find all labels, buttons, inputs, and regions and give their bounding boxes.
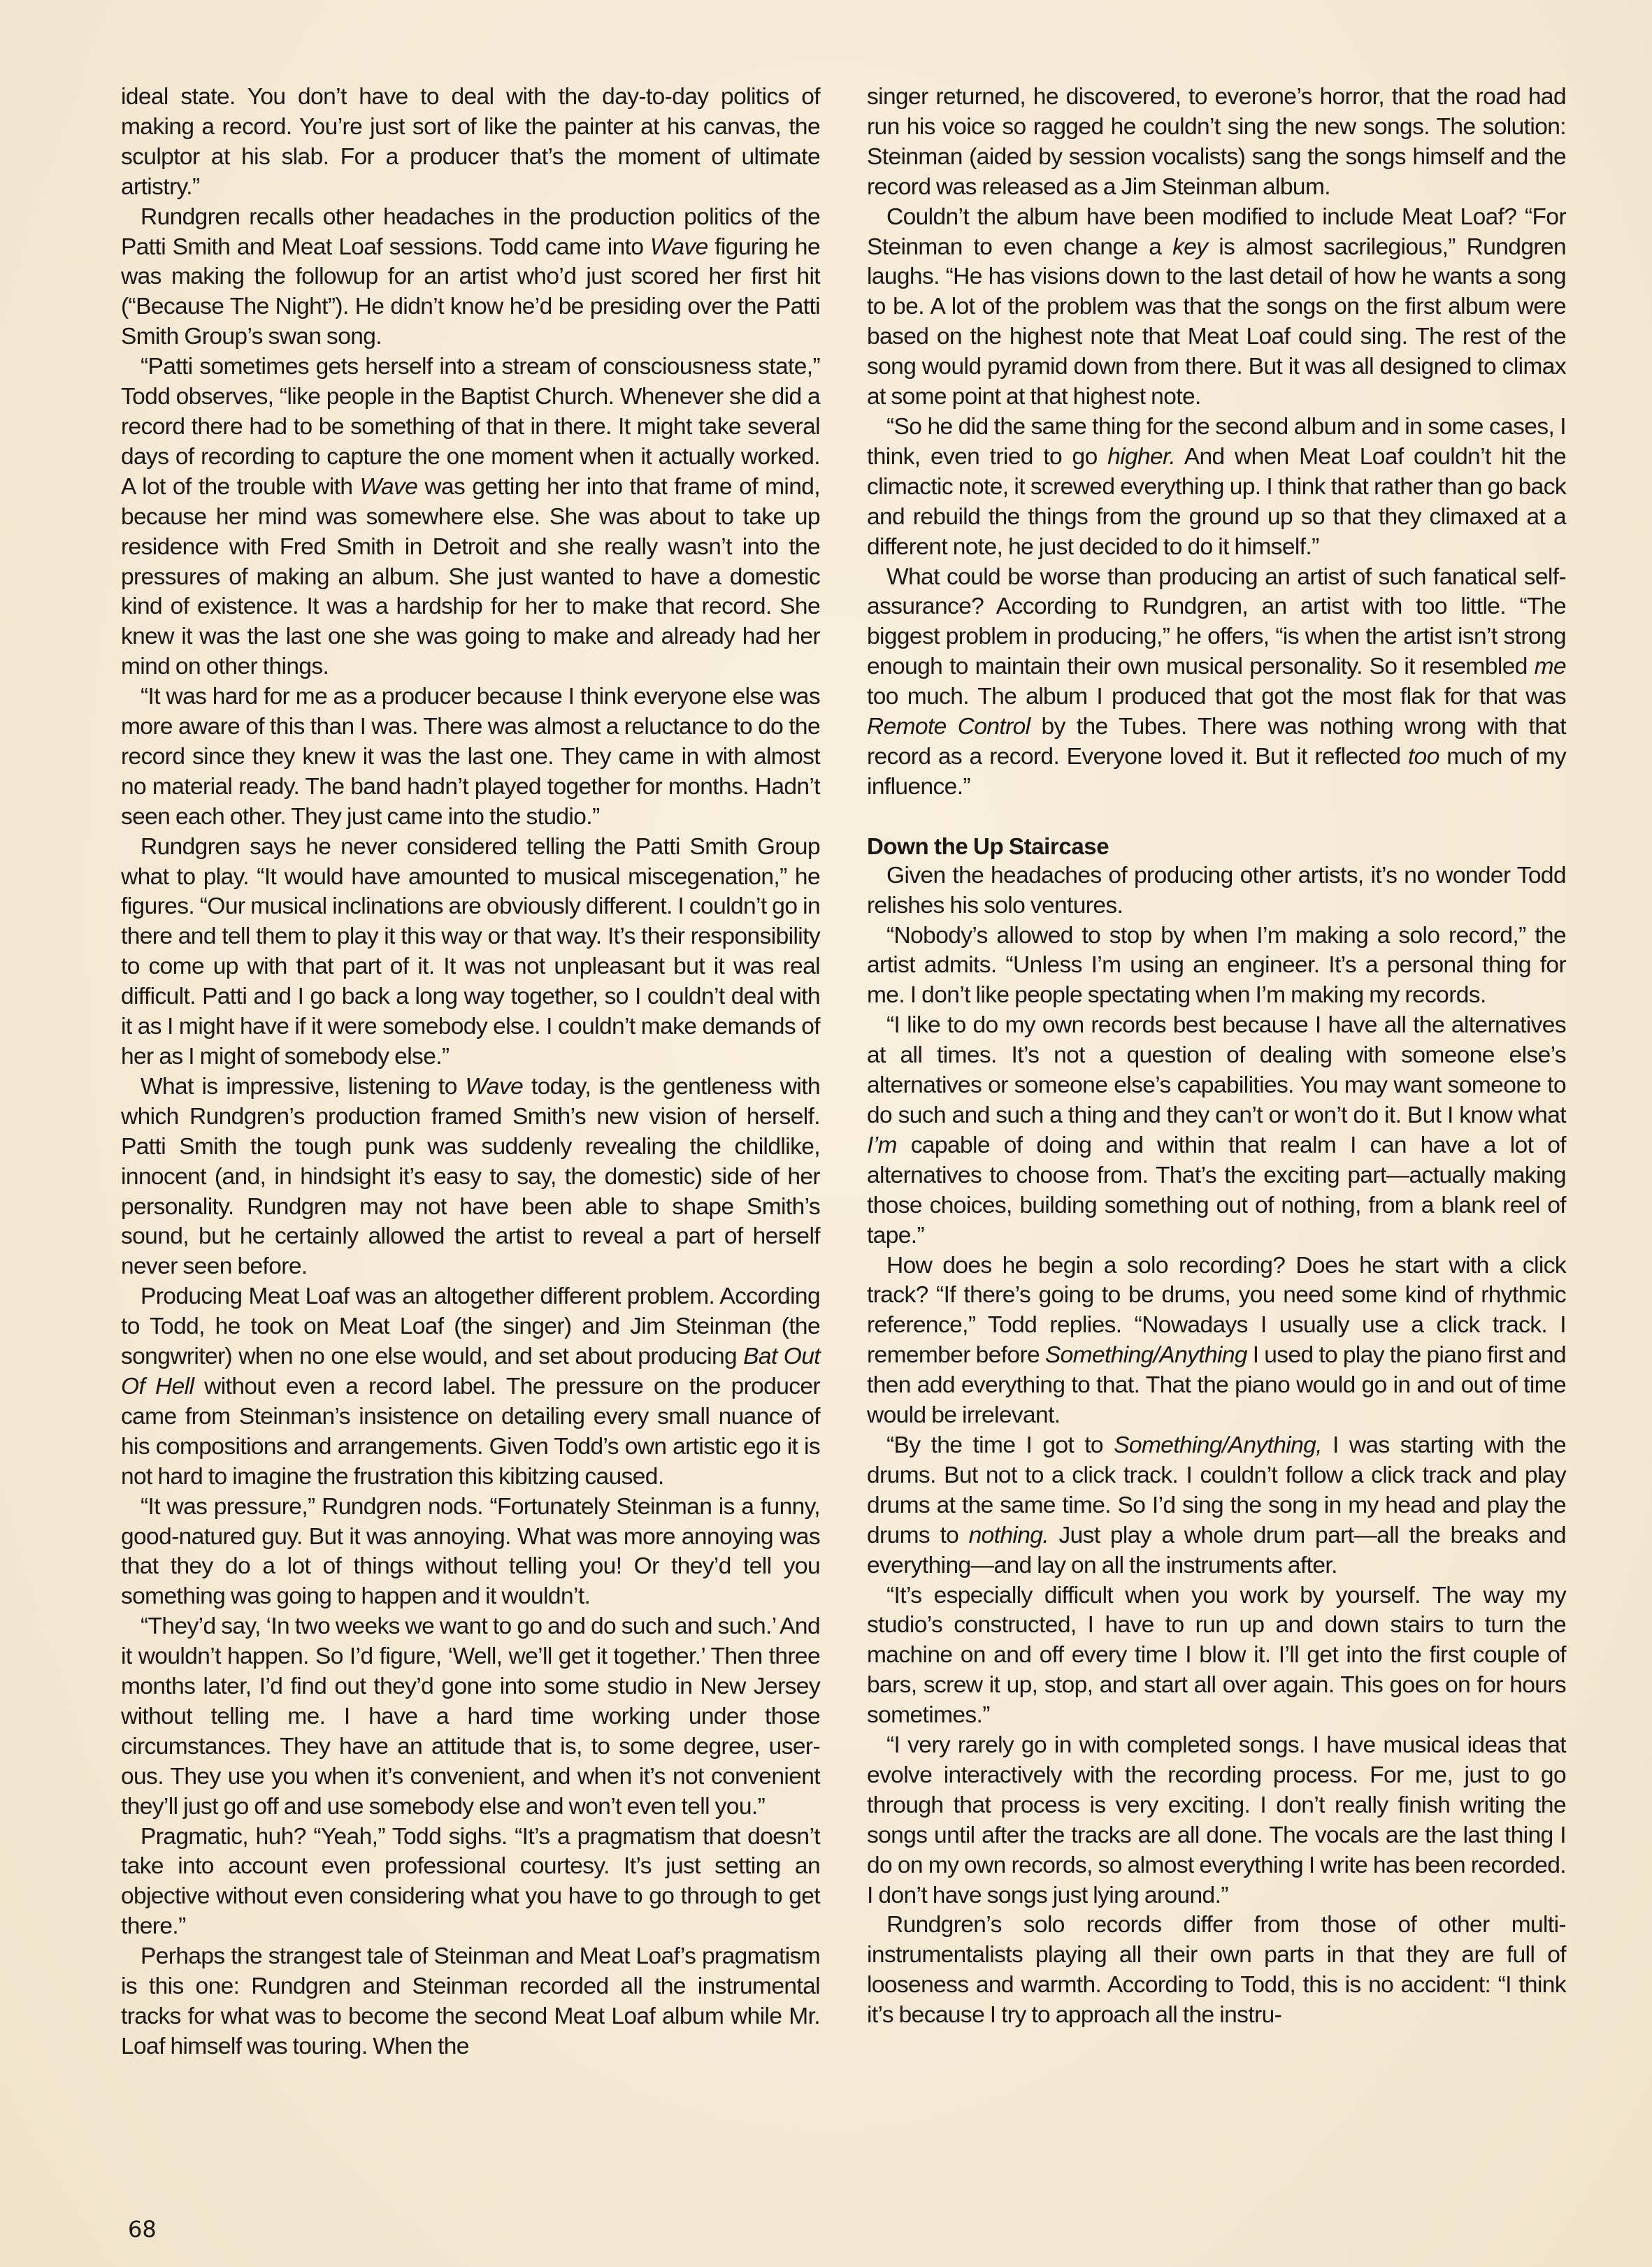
paragraph: Couldn’t the album have been modified to include Meat Loaf? “For Steinman to even change a key is almost sacrilegious,” Rundgren laughs. “He has visions down to the last detail of how he wants a song to be. A lot of the problem was that the songs on the first album were based on the highest note that Meat Loaf could sing. The rest of the song would pyramid down from there. But it was all designed to climax at some point at that highest note.: [867, 203, 1566, 410]
emphasis: higher.: [1107, 443, 1176, 470]
paragraph: Rundgren recalls other headaches in the production politics of the Patti Smith and Meat Loaf sessions. Todd came into Wave figuring he was making the followup for an artist who’d just scored her first hit (“Because The Night”). He didn’t know he’d be presiding over the Patti Smith Group’s swan song.: [121, 203, 820, 350]
paragraph: Producing Meat Loaf was an altogether different problem. According to Todd, he took on Meat Loaf (the singer) and Jim Steinman (the songwriter) when no one else would, and set about producing Bat Out Of Hell without even a record label. The pressure on the producer came from Steinman’s insistence on detailing every small nuance of his compositions and arrangements. Given Todd’s own artistic ego it is not hard to imagine the frustration this kibitzing caused.: [121, 1283, 820, 1490]
emphasis: I’m: [867, 1132, 897, 1158]
section-heading: Down the Up Staircase: [867, 833, 1109, 859]
emphasis: me: [1534, 654, 1566, 680]
album-title: Bat Out Of Hell: [121, 1344, 820, 1399]
album-title: Wave: [359, 473, 418, 500]
paragraph: “They’d say, ‘In two weeks we want to go and do such and such.’ And it wouldn’t happen. So I’d figure, ‘Well, we’ll get it together.’ Then three months later, I’d find out they’d gone into some studio in New Jersey without telling me. I have a hard time working under those circumstances. They have an attitude that is, to some degree, user-ous. They use you when it’s convenient, and when it’s not convenient they’ll just go off and use somebody else and won’t even tell you.”: [121, 1613, 820, 1820]
paragraph: “I like to do my own records best because I have all the alternatives at all times. It’s not a question of dealing with someone else’s alternatives or someone else’s capabilities. You may want someone to do such and such a thing and they can’t or won’t do it. But I know what I’m capable of doing and within that realm I can have a lot of alternatives to choose from. That’s the exciting part—actually making those choices, building something out of nothing, from a blank reel of tape.”: [867, 1012, 1566, 1248]
right-column: [867, 82, 1566, 2031]
paragraph: Given the headaches of producing other artists, it’s no wonder Todd relishes his solo ventures.: [867, 862, 1566, 919]
emphasis: key: [1172, 233, 1208, 260]
emphasis: too: [1407, 743, 1439, 770]
paragraph: “I very rarely go in with completed songs. I have musical ideas that evolve interactively with the recording process. For me, just to go through that process is very exciting. I don’t really finish writing the songs until after the tracks are all done. The vocals are the last thing I do on my own records, so almost everything I write has been recorded. I don’t have songs just lying around.”: [867, 1732, 1566, 1908]
paragraph: Pragmatic, huh? “Yeah,” Todd sighs. “It’s a pragmatism that doesn’t take into account even professional courtesy. It’s just setting an objective without even considering what you have to go through to get there.”: [121, 1823, 820, 1940]
paragraph: ideal state. You don’t have to deal with the day-to-day politics of making a record. You’re just sort of like the painter at his canvas, the sculptor at his slab. For a producer that’s the moment of ultimate artistry.”: [121, 84, 820, 200]
page-number: 68: [128, 2216, 157, 2243]
album-title: Something/Anything,: [1114, 1432, 1322, 1458]
paragraph: Rundgren says he never considered telling the Patti Smith Group what to play. “It would have amounted to musical miscegenation,” he figures. “Our musical inclinations are obviously different. I couldn’t go in there and tell them to play it this way or that way. It’s their responsibility to come up with that part of it. It was not unpleasant but it was real difficult. Patti and I go back a long way together, so I couldn’t deal with it as I might have if it were somebody else. I couldn’t make demands of her as I might of somebody else.”: [121, 833, 820, 1070]
left-column: [121, 82, 820, 2062]
paragraph: singer returned, he discovered, to everone’s horror, that the road had run his voice so ragged he couldn’t sing the new songs. The solution: Steinman (aided by session vocalists) sang the songs himself and the record was released as a Jim Steinman album.: [867, 84, 1566, 200]
paragraph: Rundgren’s solo records differ from those of other multi-instrumentalists playing all their own parts in that they are full of looseness and warmth. According to Todd, this is no accident: “I think it’s because I try to approach all the instru-: [867, 1912, 1566, 2029]
paragraph: “It’s especially difficult when you work by yourself. The way my studio’s constructed, I have to run up and down stairs to turn the machine on and off every time I blow it. I’ll get into the first couple of bars, screw it up, stop, and start all over again. This goes on for hours sometimes.”: [867, 1582, 1566, 1729]
album-title: Something/Anything: [1044, 1342, 1247, 1369]
paragraph: Perhaps the strangest tale of Steinman and Meat Loaf’s pragmatism is this one: Rundgren and Steinman recorded all the instrumental tracks for what was to become the second Meat Loaf album while Mr. Loaf himself was touring. When the: [121, 1943, 820, 2059]
album-title: Wave: [465, 1073, 524, 1100]
paragraph: “By the time I got to Something/Anything, I was starting with the drums. But not to a click track. I couldn’t follow a click track and play drums at the same time. So I’d sing the song in my head and play the drums to nothing. Just play a whole drum part—all the breaks and everything—and lay on all the instruments after.: [867, 1432, 1566, 1578]
paragraph: “So he did the same thing for the second album and in some cases, I think, even tried to go higher. And when Meat Loaf couldn’t hit the climactic note, it screwed everything up. I think that rather than go back and rebuild the things from the ground up so that they climaxed at a different note, he just decided to do it himself.”: [867, 413, 1566, 560]
paragraph: What could be worse than producing an artist of such fanatical self-assurance? According to Rundgren, an artist with too little. “The biggest problem in producing,” he offers, “is when the artist isn’t strong enough to maintain their own musical personality. So it resembled me too much. The album I produced that got the most flak for that was Remote Control by the Tubes. There was nothing wrong with that record as a record. Everyone loved it. But it reflected too much of my influence.”: [867, 563, 1567, 800]
paragraph: “It was hard for me as a producer because I think everyone else was more aware of this than I was. There was almost a reluctance to do the record since they knew it was the last one. They came in with almost no material ready. The band hadn’t played together for months. Hadn’t seen each other. They just came into the studio.”: [121, 684, 820, 830]
album-title: Remote Control: [867, 714, 1030, 740]
album-title: Wave: [650, 233, 708, 260]
paragraph: “Patti sometimes gets herself into a stream of consciousness state,” Todd observes, “like people in the Baptist Church. Whenever she did a record there had to be something of that in there. It might take several days of recording to capture the one moment when it actually worked. A lot of the trouble with Wave was getting her into that frame of mind, because her mind was somewhere else. She was about to take up residence with Fred Smith in Detroit and she really wasn’t into the pressures of making an album. She just wanted to have a domestic kind of existence. It was a hardship for her to make that record. She knew it was the last one she was going to make and already had her mind on other things.: [121, 354, 820, 680]
emphasis: nothing.: [968, 1522, 1049, 1548]
paragraph: What is impressive, listening to Wave today, is the gentleness with which Rundgren’s production framed Smith’s new vision of herself. Patti Smith the tough punk was suddenly revealing the childlike, innocent (and, in hindsight it’s easy to say, the domestic) side of her personality. Rundgren may not have been able to shape Smith’s sound, but he certainly allowed the artist to reveal a part of herself never seen before.: [121, 1073, 820, 1280]
paragraph: How does he begin a solo recording? Does he start with a click track? “If there’s going to be drums, you need some kind of rhythmic reference,” Todd replies. “Nowadays I usually use a click track. I remember before Something/Anything I used to play the piano first and then add everything to that. That the piano would go in and out of time would be irrelevant.: [867, 1252, 1566, 1429]
paragraph: “It was pressure,” Rundgren nods. “Fortunately Steinman is a funny, good-natured guy. But it was annoying. What was more annoying was that they do a lot of things without telling you! Or they’d tell you something was going to happen and it wouldn’t.: [121, 1493, 820, 1610]
paragraph: “Nobody’s allowed to stop by when I’m making a solo record,” the artist admits. “Unless I’m using an engineer. It’s a personal thing for me. I don’t like people spectating when I’m making my records.: [867, 922, 1566, 1009]
